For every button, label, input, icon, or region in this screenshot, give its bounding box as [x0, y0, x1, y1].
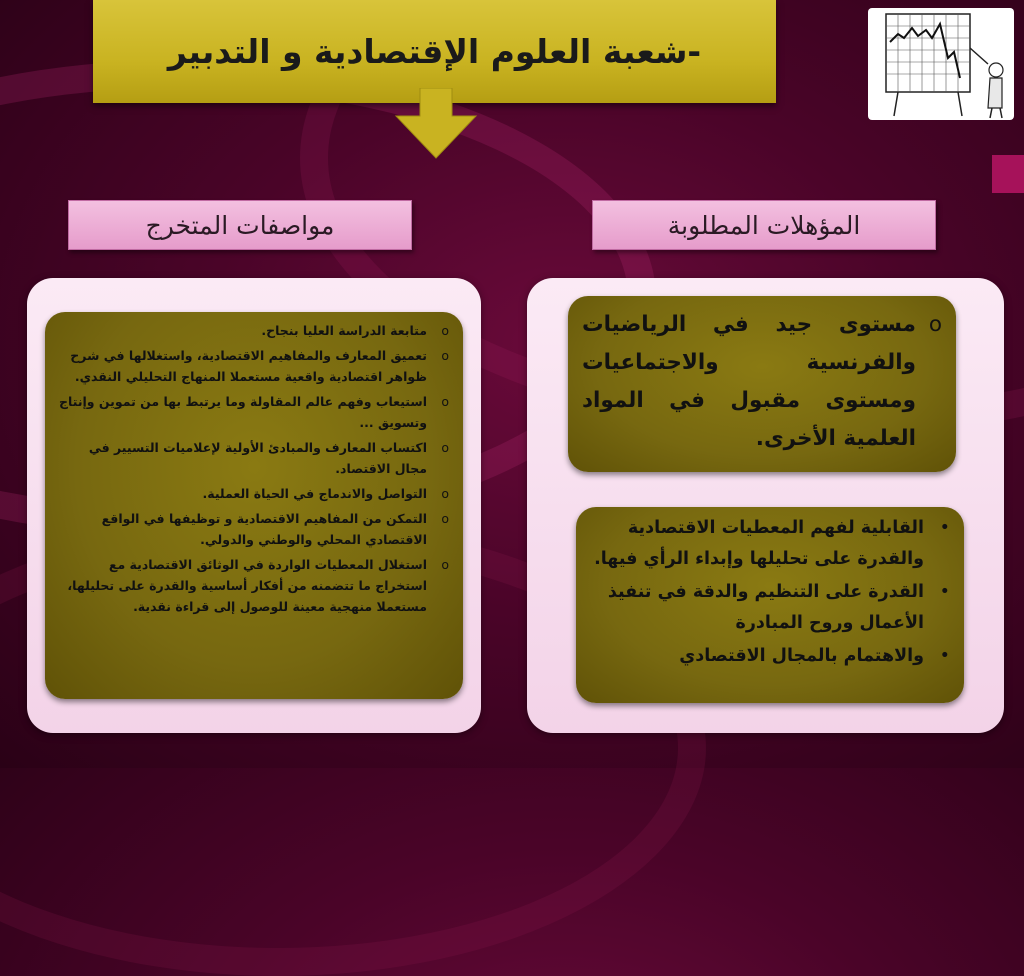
circle-bullet-icon: o	[441, 394, 449, 409]
graduate-profile-list	[59, 320, 449, 617]
bullet-icon: •	[939, 518, 950, 538]
circle-bullet-icon: o	[441, 486, 449, 501]
list-item: o التمكن من المفاهيم الاقتصادية و توظيفها في الواقع الاقتصادي المحلي والوطني والدولي.	[59, 508, 449, 550]
circle-bullet-icon: o	[441, 348, 449, 363]
list-item: o التواصل والاندماج في الحياة العملية.	[59, 483, 449, 504]
required-qualifications-header	[592, 200, 936, 250]
bullet-icon: •	[939, 646, 950, 666]
down-arrow-icon	[392, 88, 480, 160]
page-title: -شعبة العلوم الإقتصادية و التدبير	[167, 32, 702, 71]
level-requirements-text: o مستوى جيد في الرياضيات والفرنسية والاجتماعيات ومستوى مقبول في المواد العلمية الأخرى.	[582, 306, 942, 458]
circle-bullet-icon: o	[441, 440, 449, 455]
aptitudes-list	[590, 513, 950, 672]
graduate-profile-title: مواصفات المتخرج	[145, 210, 335, 240]
circle-bullet-icon: o	[441, 557, 449, 572]
bullet-icon: •	[939, 582, 950, 602]
list-item: o متابعة الدراسة العليا بنجاح.	[59, 320, 449, 341]
circle-bullet-icon: o	[441, 323, 449, 338]
level-requirements-box	[568, 296, 956, 472]
decorative-side-bar	[992, 155, 1024, 193]
circle-bullet-icon: o	[928, 312, 942, 337]
list-item: o تعميق المعارف والمفاهيم الاقتصادية، واستغلالها في شرح ظواهر اقتصادية واقعية مستعملا المنهاج التحليلي النقدي.	[59, 345, 449, 387]
required-qualifications-title: المؤهلات المطلوبة	[667, 210, 861, 240]
list-item: o اكتساب المعارف والمبادئ الأولية لإعلاميات التسيير في مجال الاقتصاد.	[59, 437, 449, 479]
list-item: o استيعاب وفهم عالم المقاولة وما يرتبط بها من تموين وإنتاج وتسويق ...	[59, 391, 449, 433]
aptitudes-box	[576, 507, 964, 703]
graduate-profile-box	[45, 312, 463, 699]
presenter-chart-image	[868, 8, 1014, 120]
list-item: • والاهتمام بالمجال الاقتصادي	[590, 641, 950, 672]
list-item: • القدرة على التنظيم والدقة في تنفيذ الأعمال وروح المبادرة	[590, 577, 950, 639]
graduate-profile-header	[68, 200, 412, 250]
list-item: o استغلال المعطيات الواردة في الوثائق الاقتصادية مع استخراج ما تتضمنه من أفكار أساسية والقدرة على تحليلها، مستعملا منهجية معينة للوصول إلى قراءة نقدية.	[59, 554, 449, 617]
circle-bullet-icon: o	[441, 511, 449, 526]
chart-board-icon	[868, 8, 1014, 120]
list-item: • القابلية لفهم المعطيات الاقتصادية والقدرة على تحليلها وإبداء الرأي فيها.	[590, 513, 950, 575]
